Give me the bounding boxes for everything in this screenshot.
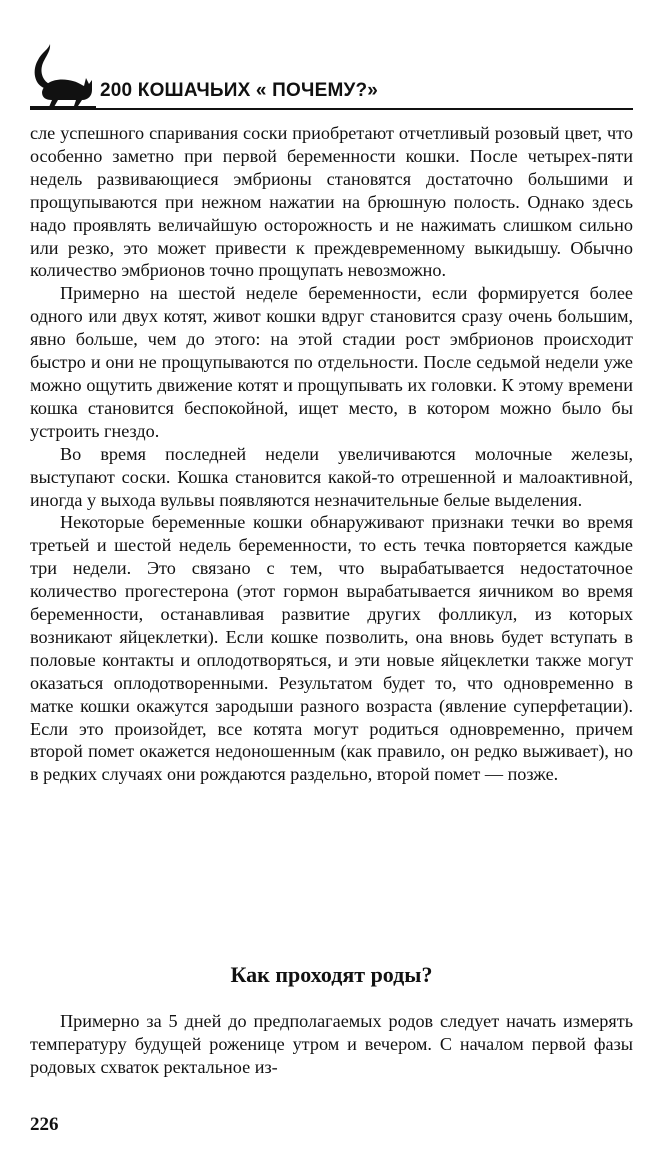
section-paragraph: Примерно за 5 дней до предполагаемых родов следует начать измерять температуру будущей роженице утром и вечером. С началом первой фазы родовых схваток ректальное из- [30,1011,633,1077]
cat-silhouette-icon [30,40,96,110]
paragraph-2: Примерно на шестой неделе беременности, если формируется более одного или двух котят, живот кошки вдруг становится сразу очень большим, явно больше, чем до этого: на этой стадии рост эмбрионов происходит быстро и они не прощупываются по отдельности. После седьмой недели уже можно ощутить движение котят и прощупывать их головки. К этому времени кошка становится беспокойной, ищет место, в котором можно было бы устроить гнездо. [30,283,633,441]
running-title: 200 КОШАЧЬИХ « ПОЧЕМУ?» [100,80,379,101]
paragraph-3: Во время последней недели увеличиваются молочные железы, выступают соски. Кошка становится какой-то отрешенной и малоактивной, иногда у выхода вульвы появляются незначительные белые выделения. [30,443,633,510]
section-text [30,1010,633,1079]
paragraph-4: Некоторые беременные кошки обнаруживают признаки течки во время третьей и шестой недель беременности, то есть течка повторяется каждые три недели. Это связано с тем, что вырабатывается недостаточное количество прогестерона (этот гормон вырабатывается яичником во время беременности, останавливая развитие других фолликул, из которых возникают яйцеклетки). Если кошке позволить, она вновь будет вступать в половые контакты и оплодотворяться, и эти новые яйцеклетки также могут оказаться оплодотворенными. Результатом будет то, что одновременно в матке кошки окажутся зародыши разного возраста (явление суперфетации). Если это произойдет, все котята могут родиться одновременно, причем второй помет окажется недоношенным (как правило, он редко выживает), но в редких случаях они рождаются раздельно, второй помет — позже. [30,512,633,785]
page-number: 226 [30,1114,59,1135]
page-header [30,40,633,112]
section-heading: Как проходят роды? [230,962,433,987]
main-text [30,122,633,786]
header-rule [30,108,633,110]
paragraph-1: сле успешного спаривания соски приобретают отчетливый розовый цвет, что особенно заметно при первой беременности кошки. После четырех-пяти недель развивающиеся эмбрионы становятся достаточно большими и прощупываются при нежном нажатии на брюшную полость. Однако здесь надо проявлять величайшую осторожность и не нажимать слишком сильно или резко, это может привести к преждевременному выкидышу. Обычно количество эмбрионов точно прощупать невозможно. [30,123,633,281]
